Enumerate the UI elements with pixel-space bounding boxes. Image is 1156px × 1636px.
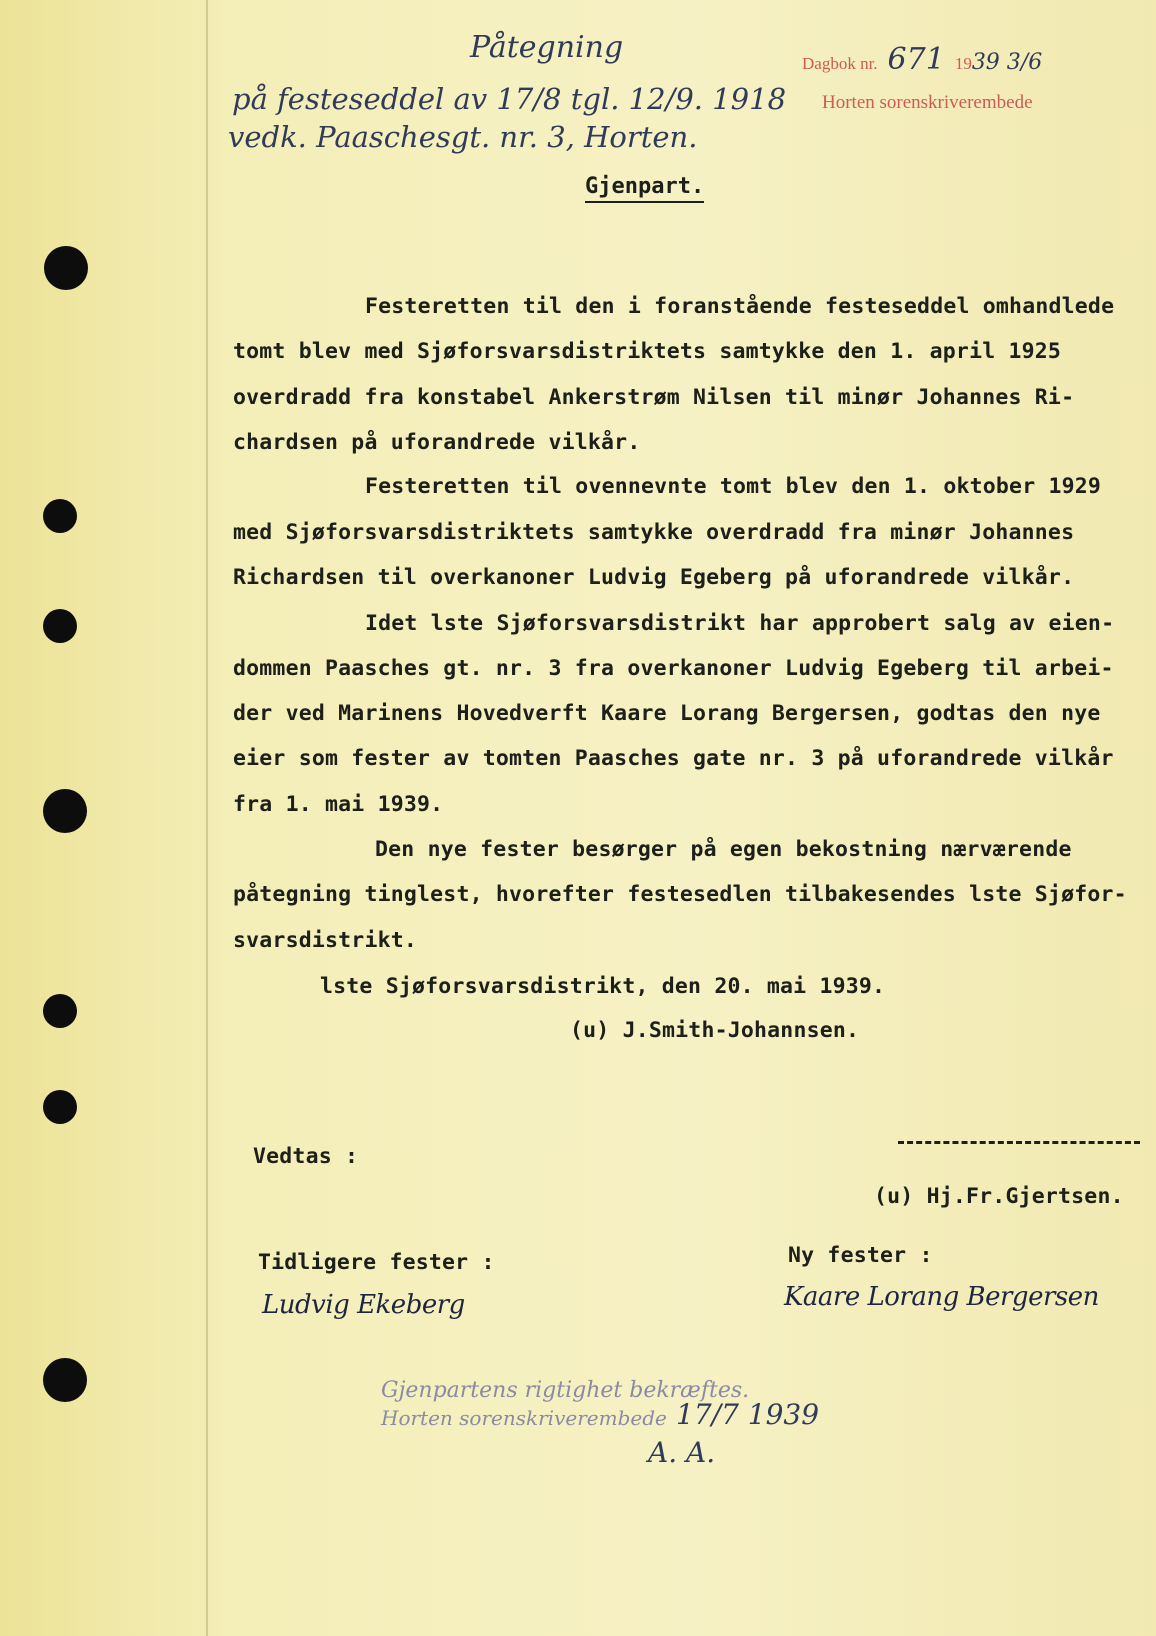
- annotation-line: på festeseddel av 17/8 tgl. 12/9. 1918: [232, 82, 787, 116]
- previous-tenant-signature: Ludvig Ekeberg: [262, 1290, 465, 1320]
- punch-hole: [43, 789, 87, 833]
- body-line: der ved Marinens Hovedverft Kaare Lorang Bergersen, godtas den nye: [233, 701, 1101, 726]
- document-heading: Gjenpart.: [585, 174, 704, 203]
- body-line: chardsen på uforandrede vilkår.: [233, 430, 641, 455]
- certification-line: Gjenpartens rigtighet bekræftes.: [381, 1378, 750, 1403]
- body-line: Festeretten til ovennevnte tomt blev den 1. oktober 1929: [365, 474, 1102, 499]
- new-tenant-signature: Kaare Lorang Bergersen: [784, 1282, 1099, 1312]
- body-line: eier som fester av tomten Paasches gate nr. 3 på uforandrede vilkår: [233, 746, 1114, 771]
- body-line: fra 1. mai 1939.: [233, 792, 444, 817]
- dagbok-stamp: [802, 42, 1042, 77]
- body-line: overdradd fra konstabel Ankerstrøm Nilsen til minør Johannes Ri-: [233, 385, 1075, 410]
- stamp-number: 671: [887, 42, 945, 77]
- body-line: med Sjøforsvarsdistriktets samtykke overdradd fra minør Johannes: [233, 520, 1075, 545]
- annotation-title: Påtegning: [470, 30, 624, 65]
- body-line: Festeretten til den i foranstående festeseddel omhandlede: [365, 294, 1115, 319]
- punch-hole: [43, 1090, 77, 1124]
- body-line: svarsdistrikt.: [233, 928, 418, 953]
- stamp-label: Dagbok nr.: [802, 54, 878, 73]
- body-line: Idet lste Sjøforsvarsdistrikt har approbert salg av eien-: [365, 611, 1115, 636]
- stamp-year-prefix: 19: [954, 54, 972, 73]
- previous-tenant-label: Tidligere fester :: [258, 1250, 495, 1275]
- body-line: Den nye fester besørger på egen bekostning nærværende: [375, 837, 1072, 862]
- punch-hole: [43, 609, 77, 643]
- body-line: påtegning tinglest, hvorefter festesedlen tilbakesendes lste Sjøfor-: [233, 882, 1127, 907]
- signature-line: (u) J.Smith-Johannsen.: [570, 1018, 860, 1043]
- vedtas-signature: (u) Hj.Fr.Gjertsen.: [874, 1184, 1124, 1209]
- body-line: tomt blev med Sjøforsvarsdistriktets samtykke den 1. april 1925: [233, 339, 1062, 364]
- certification-office: Horten sorenskriverembede: [381, 1406, 667, 1430]
- certification-date: 17/7 1939: [676, 1398, 820, 1431]
- vedtas-label: Vedtas :: [253, 1144, 359, 1169]
- punch-hole: [44, 246, 88, 290]
- body-line: dommen Paasches gt. nr. 3 fra overkanoner Ludvig Egeberg til arbei-: [233, 656, 1114, 681]
- date-place-line: lste Sjøforsvarsdistrikt, den 20. mai 1939.: [320, 974, 886, 999]
- punch-hole: [43, 1358, 87, 1402]
- margin-line: [206, 0, 208, 1636]
- body-line: Richardsen til overkanoner Ludvig Egeberg på uforandrede vilkår.: [233, 565, 1075, 590]
- punch-hole: [43, 499, 77, 533]
- signature-dashes: [898, 1141, 1140, 1144]
- new-tenant-label: Ny fester :: [788, 1243, 933, 1268]
- annotation-line: vedk. Paaschesgt. nr. 3, Horten.: [228, 120, 698, 154]
- office-stamp: Horten sorenskriverembede: [822, 92, 1033, 113]
- certification-initials: A. A.: [648, 1436, 716, 1469]
- stamp-year: 39 3/6: [971, 50, 1043, 75]
- punch-hole: [43, 994, 77, 1028]
